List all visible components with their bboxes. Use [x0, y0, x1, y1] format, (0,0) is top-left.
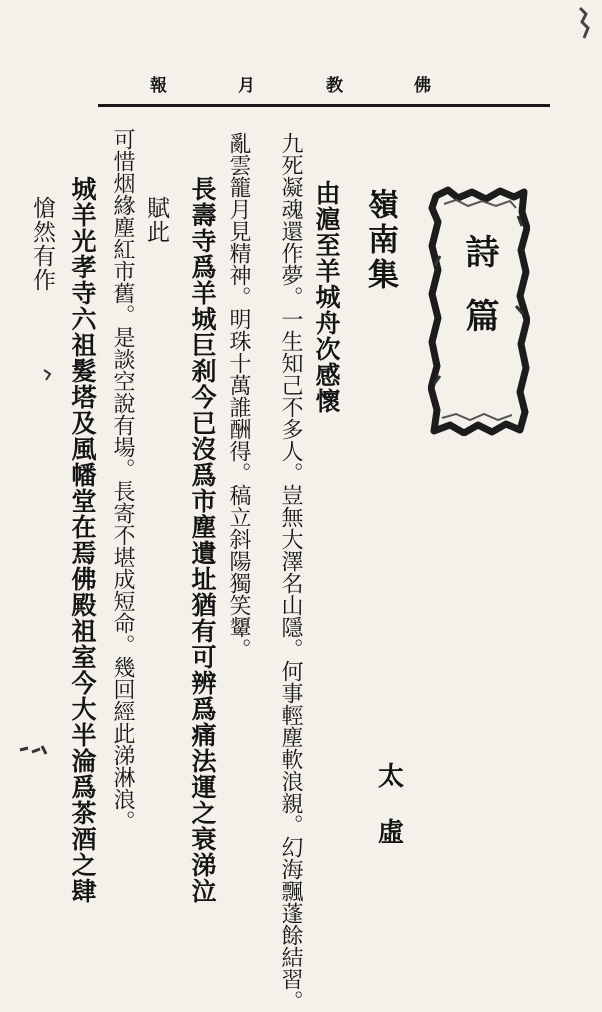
poem2-title-cont: 賦此 [143, 196, 169, 244]
poem2-line: 可惜烟緣塵紅市舊。是談空說有場。長寄不堪成短命。幾回經此涕淋浪。 [110, 128, 135, 832]
header-rule [98, 104, 550, 107]
author-name: 虛 [378, 818, 405, 848]
header-char: 佛 [414, 76, 431, 96]
header-char: 月 [238, 76, 255, 96]
section-heading: 詩篇 [459, 234, 499, 362]
print-smudge-icon [18, 740, 48, 760]
print-smudge-icon [40, 366, 56, 384]
author-name: 太 [378, 762, 405, 792]
poem1-title: 由滬至羊城舟次感懷 [312, 180, 341, 414]
header-char: 教 [326, 76, 343, 96]
poem1-line: 九死凝魂還作夢。一生知己不多人。豈無大澤名山隱。何事輕塵軟浪親。幻海飄蓬餘結習。 [278, 132, 303, 1012]
poem2-title: 長壽寺爲羊城巨刹今已沒爲市塵遺址猶有可辨爲痛法運之衰涕泣 [188, 176, 217, 904]
header-char: 報 [150, 76, 167, 96]
poem1-line: 亂雲籠月見精神。明珠十萬誰酬得。稿立斜陽獨笑顰。 [226, 132, 251, 660]
print-smudge-icon [574, 4, 596, 44]
section-heading-frame [428, 186, 530, 436]
poem3-title: 城羊光孝寺六祖髮塔及風幡堂在焉佛殿祖室今大半淪爲茶酒之肆 [68, 176, 97, 904]
collection-title: 嶺南集 [362, 188, 398, 293]
poem3-title-cont: 愴然有作 [29, 196, 55, 292]
